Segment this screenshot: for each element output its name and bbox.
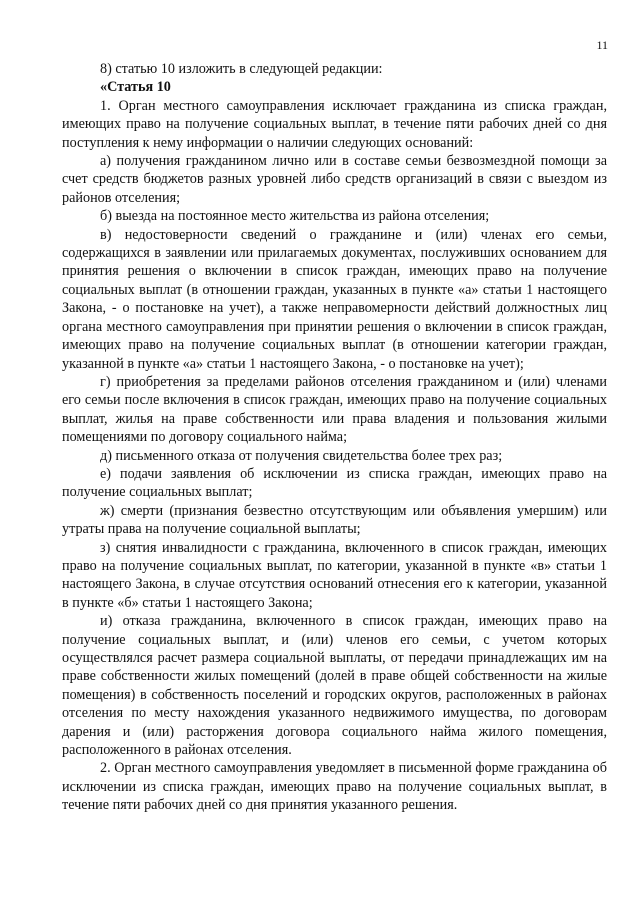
- subparagraph-e: е) подачи заявления об исключении из списка граждан, имеющих право на получение социальных выплат;: [62, 465, 607, 501]
- subparagraph-b: б) выезда на постоянное место жительства из района отселения;: [100, 208, 490, 225]
- page-number: 11: [596, 38, 608, 52]
- subparagraph-g: г) приобретения за пределами районов отселения гражданином и (или) членами его семьи после включения в список граждан, имеющих право на получение социальных выплат, жилья на праве собственности или права владения и пользования жилыми помещениями по договору социального найма;: [62, 373, 607, 446]
- subparagraph-v: в) недостоверности сведений о гражданине и (или) членах его семьи, содержащихся в заявлении или прилагаемых документах, послуживших основанием для принятия решения о включении в список граждан, имеющих право на получение социальных выплат (в отношении граждан, указанных в пункте «а» статьи 1 настоящего Закона, - о постановке на учет), а также неправомерности действий должностных лиц органа местного самоуправления при принятии решения о включении в список граждан, имеющих право на получение социальных выплат (в отношении категории граждан, указанной в пункте «а» статьи 1 настоящего Закона, - о постановке на учет);: [62, 226, 607, 372]
- subparagraph-z: з) снятия инвалидности с гражданина, включенного в список граждан, имеющих право на получение социальных выплат, по категории, указанной в пункте «в» статьи 1 настоящего Закона, в случае отсутствия оснований отнесения его к категории, указанной в пункте «б» статьи 1 настоящего Закона;: [62, 539, 607, 611]
- paragraph-1: 1. Орган местного самоуправления исключает гражданина из списка граждан, имеющих право на получение социальных выплат, в течение пяти рабочих дней со дня поступления к нему информации о наличии следующих оснований:: [62, 97, 607, 151]
- paragraph-2: 2. Орган местного самоуправления уведомляет в письменной форме гражданина об исключении из списка граждан, имеющих право на получение социальных выплат, в течение пяти рабочих дней со дня принятия указанного решения.: [62, 760, 607, 814]
- subparagraph-d: д) письменного отказа от получения свидетельства более трех раз;: [100, 447, 503, 464]
- subparagraph-zh: ж) смерти (признания безвестно отсутствующим или объявления умершим) или утраты права на получение социальной выплаты;: [62, 502, 607, 538]
- article-heading: «Статья 10: [100, 79, 171, 96]
- subparagraph-a: а) получения гражданином лично или в составе семьи безвозмездной помощи за счет средств бюджетов разных уровней либо средств организаций в связи с выездом из районов отселения;: [62, 153, 607, 206]
- amendment-intro: 8) статью 10 изложить в следующей редакции:: [100, 61, 383, 77]
- subparagraph-i: и) отказа гражданина, включенного в список граждан, имеющих право на получение социальных выплат, и (или) членов его семьи, с учетом которых осуществлялся расчет размера социальной выплаты, от передачи принадлежащих им на праве собственности жилых помещений (долей в праве общей собственности на жилые помещения) в собственность поселений и городских округов, расположенных в районах отселения по месту нахождения указанного недвижимого имущества, по договорам дарения и (или) расторжения договора социального найма жилого помещения, расположенного в районах отселения.: [62, 613, 607, 759]
- document-body: [62, 60, 607, 815]
